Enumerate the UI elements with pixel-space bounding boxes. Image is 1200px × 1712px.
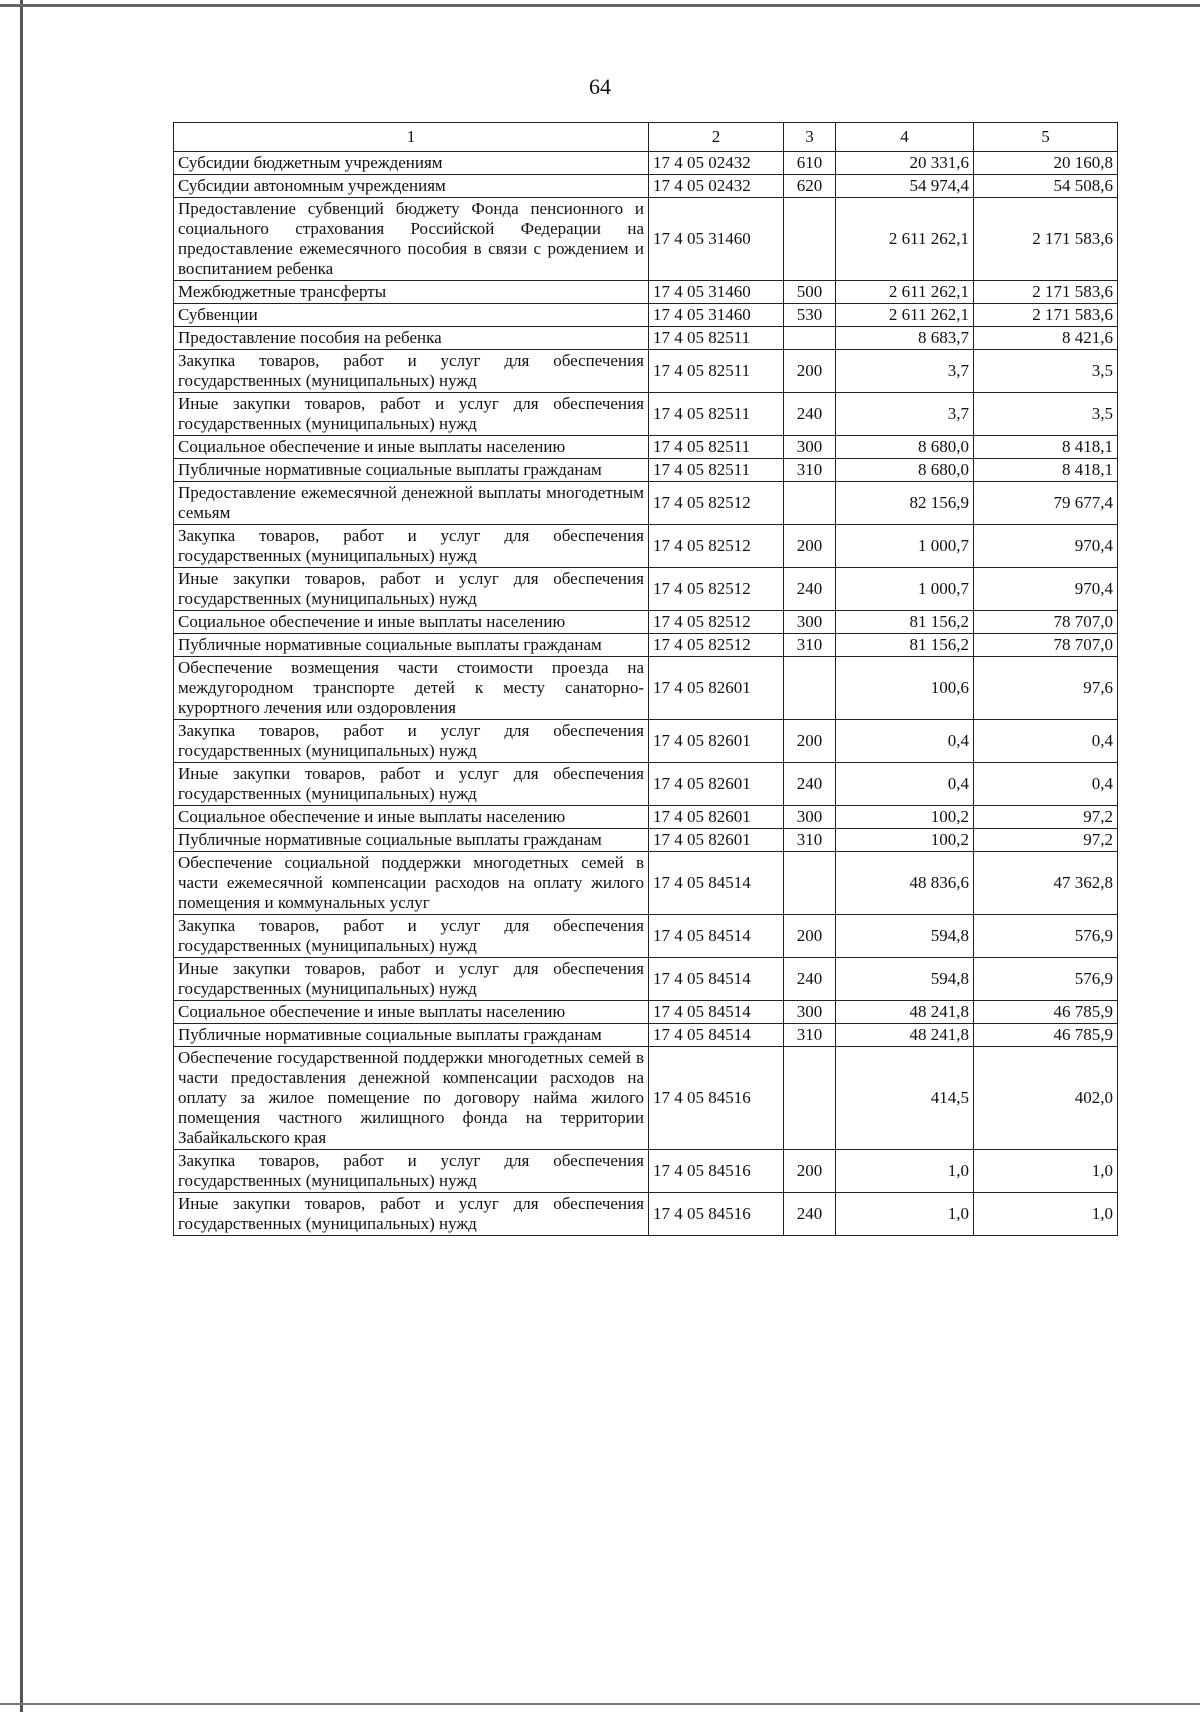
column-header-code: 2 — [649, 123, 784, 152]
row-code: 17 4 05 84514 — [649, 1001, 784, 1024]
row-sum-2: 78 707,0 — [974, 611, 1118, 634]
row-code: 17 4 05 82601 — [649, 806, 784, 829]
row-kind — [784, 1047, 836, 1150]
row-name: Обеспечение возмещения части стоимости проезда на междугородном транспорте детей к месту санаторно-курортного лечения или оздоровления — [174, 657, 649, 720]
row-code: 17 4 05 82512 — [649, 525, 784, 568]
row-sum-1: 0,4 — [836, 763, 974, 806]
row-name: Межбюджетные трансферты — [174, 281, 649, 304]
row-kind: 310 — [784, 829, 836, 852]
row-name: Обеспечение государственной поддержки многодетных семей в части предоставления денежной компенсации расходов на оплату за жилое помещение по договору найма жилого помещения частного жилищного фонда на территории Забайкальского края — [174, 1047, 649, 1150]
table-row — [174, 720, 1118, 763]
row-sum-2: 8 418,1 — [974, 459, 1118, 482]
row-code: 17 4 05 84514 — [649, 1024, 784, 1047]
row-name: Социальное обеспечение и иные выплаты населению — [174, 611, 649, 634]
row-kind: 620 — [784, 175, 836, 198]
scan-top-edge — [0, 4, 1200, 7]
row-name: Обеспечение социальной поддержки многодетных семей в части ежемесячной компенсации расходов на оплату жилого помещения и коммунальных услуг — [174, 852, 649, 915]
row-code: 17 4 05 31460 — [649, 304, 784, 327]
row-code: 17 4 05 84516 — [649, 1193, 784, 1236]
row-code: 17 4 05 82601 — [649, 657, 784, 720]
row-code: 17 4 05 02432 — [649, 175, 784, 198]
row-sum-1: 1 000,7 — [836, 525, 974, 568]
table-row — [174, 175, 1118, 198]
row-code: 17 4 05 82512 — [649, 611, 784, 634]
table-row — [174, 327, 1118, 350]
row-sum-2: 97,2 — [974, 806, 1118, 829]
row-name: Закупка товаров, работ и услуг для обеспечения государственных (муниципальных) нужд — [174, 1150, 649, 1193]
row-sum-1: 0,4 — [836, 720, 974, 763]
row-code: 17 4 05 82511 — [649, 459, 784, 482]
row-code: 17 4 05 82512 — [649, 634, 784, 657]
row-sum-1: 20 331,6 — [836, 152, 974, 175]
row-code: 17 4 05 82601 — [649, 720, 784, 763]
row-code: 17 4 05 82512 — [649, 568, 784, 611]
table-row — [174, 1150, 1118, 1193]
row-sum-2: 97,6 — [974, 657, 1118, 720]
row-sum-2: 2 171 583,6 — [974, 198, 1118, 281]
row-sum-1: 100,6 — [836, 657, 974, 720]
table-row — [174, 634, 1118, 657]
table-row — [174, 152, 1118, 175]
row-code: 17 4 05 82601 — [649, 763, 784, 806]
row-name: Закупка товаров, работ и услуг для обеспечения государственных (муниципальных) нужд — [174, 915, 649, 958]
row-code: 17 4 05 84516 — [649, 1150, 784, 1193]
row-kind: 500 — [784, 281, 836, 304]
row-kind: 240 — [784, 393, 836, 436]
row-name: Иные закупки товаров, работ и услуг для обеспечения государственных (муниципальных) нужд — [174, 1193, 649, 1236]
table-row — [174, 958, 1118, 1001]
row-sum-2: 970,4 — [974, 525, 1118, 568]
table-row — [174, 281, 1118, 304]
table-row — [174, 482, 1118, 525]
row-kind: 300 — [784, 1001, 836, 1024]
row-name: Социальное обеспечение и иные выплаты населению — [174, 436, 649, 459]
row-name: Публичные нормативные социальные выплаты гражданам — [174, 829, 649, 852]
table-row — [174, 393, 1118, 436]
row-kind — [784, 852, 836, 915]
row-sum-2: 46 785,9 — [974, 1024, 1118, 1047]
row-sum-1: 48 241,8 — [836, 1001, 974, 1024]
row-code: 17 4 05 84514 — [649, 958, 784, 1001]
row-kind: 240 — [784, 958, 836, 1001]
row-kind: 610 — [784, 152, 836, 175]
page-number: 64 — [589, 74, 611, 99]
row-sum-2: 2 171 583,6 — [974, 281, 1118, 304]
row-sum-2: 2 171 583,6 — [974, 304, 1118, 327]
row-kind: 200 — [784, 720, 836, 763]
row-kind: 200 — [784, 915, 836, 958]
row-sum-1: 54 974,4 — [836, 175, 974, 198]
row-name: Предоставление субвенций бюджету Фонда пенсионного и социального страхования Российской Федерации на предоставление ежемесячного пособия в связи с рождением и воспитанием ребенка — [174, 198, 649, 281]
row-name: Публичные нормативные социальные выплаты гражданам — [174, 459, 649, 482]
table-row — [174, 611, 1118, 634]
table-row — [174, 1047, 1118, 1150]
row-code: 17 4 05 84514 — [649, 852, 784, 915]
row-sum-2: 402,0 — [974, 1047, 1118, 1150]
row-kind: 200 — [784, 1150, 836, 1193]
row-name: Иные закупки товаров, работ и услуг для обеспечения государственных (муниципальных) нужд — [174, 393, 649, 436]
row-sum-2: 97,2 — [974, 829, 1118, 852]
row-code: 17 4 05 84516 — [649, 1047, 784, 1150]
row-name: Публичные нормативные социальные выплаты гражданам — [174, 634, 649, 657]
row-sum-1: 594,8 — [836, 915, 974, 958]
budget-table — [173, 122, 1118, 1236]
row-kind: 300 — [784, 806, 836, 829]
column-header-name: 1 — [174, 123, 649, 152]
row-sum-2: 20 160,8 — [974, 152, 1118, 175]
row-kind: 240 — [784, 763, 836, 806]
row-sum-2: 47 362,8 — [974, 852, 1118, 915]
row-sum-2: 1,0 — [974, 1150, 1118, 1193]
row-code: 17 4 05 82511 — [649, 327, 784, 350]
row-name: Субсидии автономным учреждениям — [174, 175, 649, 198]
row-code: 17 4 05 31460 — [649, 281, 784, 304]
row-sum-2: 576,9 — [974, 958, 1118, 1001]
column-header-sum-1: 4 — [836, 123, 974, 152]
table-row — [174, 350, 1118, 393]
row-sum-2: 3,5 — [974, 393, 1118, 436]
row-kind: 240 — [784, 568, 836, 611]
row-name: Иные закупки товаров, работ и услуг для обеспечения государственных (муниципальных) нужд — [174, 568, 649, 611]
table-row — [174, 198, 1118, 281]
row-name: Закупка товаров, работ и услуг для обеспечения государственных (муниципальных) нужд — [174, 720, 649, 763]
row-sum-1: 1,0 — [836, 1150, 974, 1193]
row-sum-1: 2 611 262,1 — [836, 304, 974, 327]
row-sum-1: 414,5 — [836, 1047, 974, 1150]
row-code: 17 4 05 84514 — [649, 915, 784, 958]
row-name: Социальное обеспечение и иные выплаты населению — [174, 806, 649, 829]
row-kind: 240 — [784, 1193, 836, 1236]
row-kind: 300 — [784, 611, 836, 634]
row-sum-2: 46 785,9 — [974, 1001, 1118, 1024]
row-name: Социальное обеспечение и иные выплаты населению — [174, 1001, 649, 1024]
row-sum-1: 82 156,9 — [836, 482, 974, 525]
row-kind: 300 — [784, 436, 836, 459]
row-kind: 530 — [784, 304, 836, 327]
row-code: 17 4 05 82601 — [649, 829, 784, 852]
row-name: Иные закупки товаров, работ и услуг для обеспечения государственных (муниципальных) нужд — [174, 958, 649, 1001]
row-kind — [784, 657, 836, 720]
row-sum-2: 3,5 — [974, 350, 1118, 393]
row-name: Предоставление ежемесячной денежной выплаты многодетным семьям — [174, 482, 649, 525]
row-sum-1: 8 683,7 — [836, 327, 974, 350]
row-kind: 200 — [784, 525, 836, 568]
row-sum-1: 8 680,0 — [836, 459, 974, 482]
table-row — [174, 915, 1118, 958]
row-sum-1: 81 156,2 — [836, 611, 974, 634]
row-sum-1: 594,8 — [836, 958, 974, 1001]
row-sum-1: 2 611 262,1 — [836, 281, 974, 304]
table-row — [174, 852, 1118, 915]
table-row — [174, 806, 1118, 829]
row-sum-1: 3,7 — [836, 393, 974, 436]
table-row — [174, 1001, 1118, 1024]
row-sum-1: 81 156,2 — [836, 634, 974, 657]
row-kind: 310 — [784, 634, 836, 657]
row-sum-1: 48 836,6 — [836, 852, 974, 915]
row-sum-1: 1 000,7 — [836, 568, 974, 611]
row-code: 17 4 05 82511 — [649, 350, 784, 393]
row-sum-2: 79 677,4 — [974, 482, 1118, 525]
row-sum-2: 54 508,6 — [974, 175, 1118, 198]
row-name: Закупка товаров, работ и услуг для обеспечения государственных (муниципальных) нужд — [174, 350, 649, 393]
row-name: Публичные нормативные социальные выплаты гражданам — [174, 1024, 649, 1047]
row-code: 17 4 05 02432 — [649, 152, 784, 175]
row-sum-1: 3,7 — [836, 350, 974, 393]
row-name: Субсидии бюджетным учреждениям — [174, 152, 649, 175]
row-kind: 310 — [784, 1024, 836, 1047]
column-header-sum-2: 5 — [974, 123, 1118, 152]
row-sum-2: 8 421,6 — [974, 327, 1118, 350]
row-sum-1: 48 241,8 — [836, 1024, 974, 1047]
table-row — [174, 525, 1118, 568]
row-kind: 200 — [784, 350, 836, 393]
row-kind — [784, 327, 836, 350]
row-code: 17 4 05 82512 — [649, 482, 784, 525]
row-sum-2: 0,4 — [974, 763, 1118, 806]
row-sum-2: 78 707,0 — [974, 634, 1118, 657]
row-code: 17 4 05 82511 — [649, 393, 784, 436]
row-sum-1: 1,0 — [836, 1193, 974, 1236]
table-body — [174, 152, 1118, 1236]
table-row — [174, 1024, 1118, 1047]
row-sum-1: 100,2 — [836, 806, 974, 829]
table-row — [174, 568, 1118, 611]
row-sum-1: 2 611 262,1 — [836, 198, 974, 281]
table-row — [174, 304, 1118, 327]
row-sum-1: 8 680,0 — [836, 436, 974, 459]
table-row — [174, 657, 1118, 720]
row-name: Иные закупки товаров, работ и услуг для обеспечения государственных (муниципальных) нужд — [174, 763, 649, 806]
scan-bottom-edge — [0, 1703, 1200, 1705]
row-sum-1: 100,2 — [836, 829, 974, 852]
row-sum-2: 1,0 — [974, 1193, 1118, 1236]
table-row — [174, 459, 1118, 482]
table-row — [174, 763, 1118, 806]
table-row — [174, 1193, 1118, 1236]
table-header-row — [174, 123, 1118, 152]
row-code: 17 4 05 31460 — [649, 198, 784, 281]
table-row — [174, 436, 1118, 459]
scan-left-edge — [20, 0, 23, 1712]
row-name: Предоставление пособия на ребенка — [174, 327, 649, 350]
row-sum-2: 970,4 — [974, 568, 1118, 611]
row-name: Субвенции — [174, 304, 649, 327]
row-code: 17 4 05 82511 — [649, 436, 784, 459]
row-kind — [784, 198, 836, 281]
row-kind — [784, 482, 836, 525]
row-name: Закупка товаров, работ и услуг для обеспечения государственных (муниципальных) нужд — [174, 525, 649, 568]
table-row — [174, 829, 1118, 852]
row-sum-2: 8 418,1 — [974, 436, 1118, 459]
column-header-kind: 3 — [784, 123, 836, 152]
row-sum-2: 0,4 — [974, 720, 1118, 763]
row-sum-2: 576,9 — [974, 915, 1118, 958]
row-kind: 310 — [784, 459, 836, 482]
